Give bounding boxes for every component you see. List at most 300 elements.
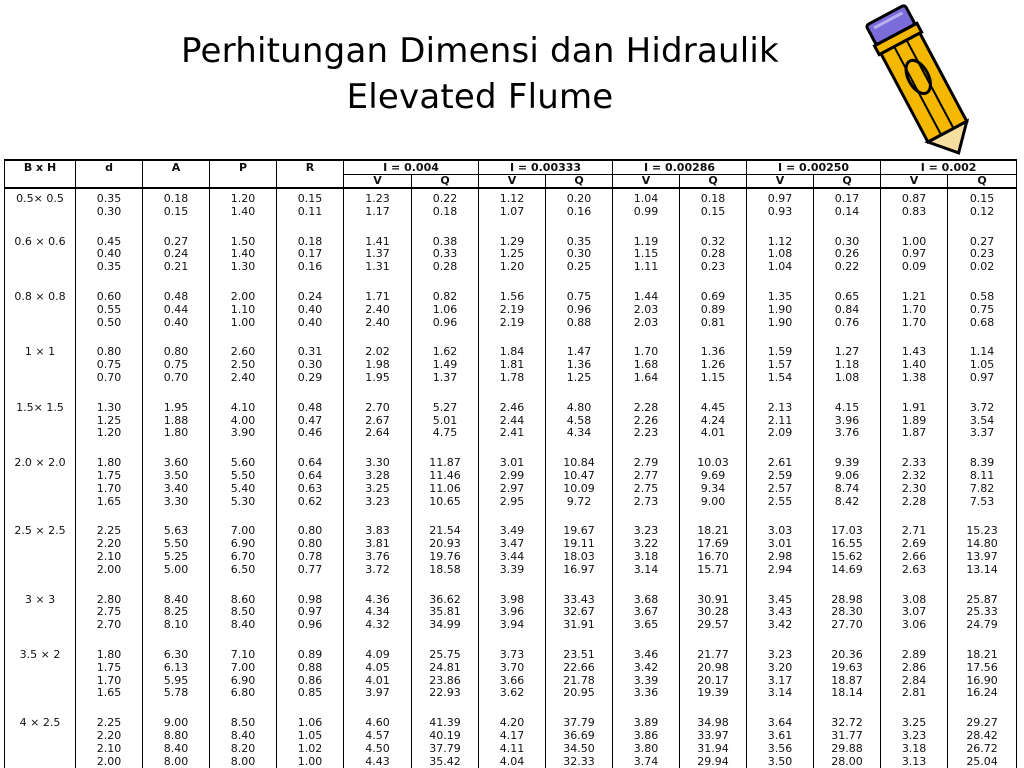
table-cell-value: 20.95 [563, 686, 595, 700]
header-q: Q [546, 175, 613, 189]
spacer-cell [210, 385, 277, 398]
spacer-cell [344, 577, 412, 590]
spacer-cell [881, 329, 948, 342]
spacer-cell [76, 274, 143, 287]
cell-v [479, 287, 546, 329]
cell-q [680, 521, 747, 576]
cell-q [680, 342, 747, 384]
table-cell-value: 28.00 [831, 754, 863, 768]
spacer-cell [5, 577, 76, 590]
spacer-cell [277, 274, 344, 287]
table-cell-value: 6.80 [230, 686, 256, 700]
spacer-cell [881, 274, 948, 287]
cell-d [76, 287, 143, 329]
spacer-cell [479, 274, 546, 287]
table-cell-value: 2.50 [230, 358, 256, 372]
spacer-cell [412, 385, 479, 398]
spacer-cell [412, 274, 479, 287]
spacer-cell [814, 385, 881, 398]
cell-a [143, 287, 210, 329]
spacer-cell [479, 508, 546, 521]
table-cell-value: 1.20 [96, 426, 122, 440]
cell-v [881, 232, 948, 274]
cell-v [613, 188, 680, 219]
cell-q [948, 713, 1017, 768]
cell-r [277, 188, 344, 219]
row-dimension-label: 1.5× 1.5 [5, 398, 76, 440]
table-cell-value: 8.00 [230, 754, 256, 768]
table-cell-value: 0.58 [969, 289, 995, 303]
header-slope-group: I = 0.00333 [479, 160, 613, 175]
spacer-cell [5, 385, 76, 398]
cell-q [814, 645, 881, 700]
table-cell-value: 2.70 [96, 618, 122, 632]
table-cell-value: 5.50 [230, 468, 256, 482]
table-cell-value: 0.18 [432, 204, 458, 218]
cell-v [344, 287, 412, 329]
table-cell-value: 3.30 [163, 494, 189, 508]
row-spacer [5, 329, 1017, 342]
cell-v [344, 232, 412, 274]
spacer-cell [881, 219, 948, 232]
table-cell-value: 1.35 [767, 289, 793, 303]
table-cell-value: 2.25 [96, 716, 122, 730]
cell-q [680, 645, 747, 700]
table-cell-value: 0.30 [566, 247, 592, 261]
header-q: Q [814, 175, 881, 189]
table-cell-value: 1.06 [432, 302, 458, 316]
table-cell-value: 1.54 [767, 370, 793, 384]
table-cell-value: 18.03 [563, 549, 595, 563]
table-cell-value: 1.89 [901, 413, 927, 427]
table-cell-value: 22.66 [563, 660, 595, 674]
table-cell-value: 1.20 [499, 260, 525, 274]
table-cell-value: 0.40 [96, 247, 122, 261]
table-cell-value: 21.77 [697, 647, 729, 661]
table-cell-value: 3.81 [365, 537, 390, 551]
cell-q [412, 713, 479, 768]
spacer-cell [210, 274, 277, 287]
cell-a [143, 398, 210, 440]
table-cell-value: 18.21 [966, 647, 998, 661]
spacer-cell [680, 329, 747, 342]
cell-v [613, 521, 680, 576]
table-cell-value: 1.57 [767, 358, 793, 372]
header-v: V [613, 175, 680, 189]
cell-v [479, 521, 546, 576]
spacer-cell [277, 440, 344, 453]
spacer-cell [747, 219, 814, 232]
table-cell-value: 5.78 [163, 686, 189, 700]
table-cell-value: 26.72 [966, 741, 998, 755]
spacer-cell [76, 508, 143, 521]
spacer-cell [680, 632, 747, 645]
cell-v [479, 453, 546, 508]
table-cell-value: 2.55 [767, 494, 793, 508]
cell-v [747, 521, 814, 576]
table-cell-value: 0.96 [297, 618, 323, 632]
header-slope-group: I = 0.00250 [747, 160, 881, 175]
table-cell-value: 34.99 [429, 618, 461, 632]
table-cell-value: 1.04 [767, 260, 793, 274]
table-cell-value: 1.20 [230, 192, 256, 205]
table-cell-value: 28.42 [966, 728, 998, 742]
table-cell-value: 1.27 [834, 345, 860, 359]
cell-v [747, 398, 814, 440]
cell-v [344, 590, 412, 632]
spacer-cell [277, 632, 344, 645]
table-cell-value: 6.30 [163, 647, 189, 661]
table-cell-value: 1.65 [96, 494, 122, 508]
table-cell-value: 7.00 [230, 660, 256, 674]
spacer-cell [948, 508, 1017, 521]
table-cell-value: 0.30 [834, 234, 860, 248]
cell-q [546, 342, 613, 384]
table-cell-value: 1.75 [96, 468, 122, 482]
table-cell-value: 1.12 [499, 192, 525, 205]
table-cell-value: 34.98 [697, 716, 729, 730]
table-cell-value: 0.75 [96, 358, 122, 372]
table-cell-value: 1.95 [163, 400, 189, 414]
cell-v [881, 342, 948, 384]
table-cell-value: 0.30 [297, 358, 323, 372]
spacer-cell [747, 700, 814, 713]
table-cell-value: 1.21 [901, 289, 927, 303]
spacer-cell [210, 700, 277, 713]
table-cell-value: 3.83 [365, 524, 390, 538]
cell-q [680, 398, 747, 440]
table-cell-value: 2.67 [365, 413, 390, 427]
table-cell-value: 1.02 [297, 741, 323, 755]
table-cell-value: 2.19 [499, 302, 525, 316]
table-cell-value: 2.26 [633, 413, 659, 427]
row-spacer [5, 700, 1017, 713]
table-cell-value: 0.29 [297, 370, 323, 384]
spacer-cell [143, 440, 210, 453]
cell-v [344, 398, 412, 440]
table-cell-value: 8.39 [969, 456, 995, 470]
spacer-cell [613, 329, 680, 342]
table-cell-value: 6.50 [230, 562, 256, 576]
table-cell-value: 0.32 [700, 234, 726, 248]
spacer-cell [479, 700, 546, 713]
spacer-cell [76, 440, 143, 453]
table-cell-value: 33.43 [563, 592, 595, 606]
spacer-cell [344, 219, 412, 232]
cell-q [412, 287, 479, 329]
cell-v [479, 232, 546, 274]
table-cell-value: 0.46 [297, 426, 323, 440]
table-cell-value: 20.17 [697, 673, 729, 687]
table-cell-value: 3.20 [767, 660, 793, 674]
cell-v [344, 713, 412, 768]
spacer-cell [613, 577, 680, 590]
table-cell-value: 3.18 [633, 549, 659, 563]
cell-q [546, 645, 613, 700]
table-cell-value: 25.04 [966, 754, 998, 768]
spacer-cell [814, 632, 881, 645]
table-cell-value: 32.67 [563, 605, 595, 619]
spacer-cell [747, 577, 814, 590]
table-cell-value: 2.70 [365, 400, 390, 414]
cell-v [479, 590, 546, 632]
spacer-cell [546, 577, 613, 590]
table-cell-value: 36.62 [429, 592, 461, 606]
cell-p [210, 453, 277, 508]
table-cell-value: 3.97 [365, 686, 390, 700]
table-cell-value: 3.23 [633, 524, 659, 538]
table-cell-value: 3.14 [633, 562, 659, 576]
table-cell-value: 1.00 [901, 234, 927, 248]
spacer-cell [680, 577, 747, 590]
table-cell-value: 0.50 [96, 315, 122, 329]
table-cell-value: 30.28 [697, 605, 729, 619]
table-cell-value: 10.47 [563, 468, 595, 482]
table-cell-value: 0.89 [297, 647, 323, 661]
table-cell-value: 10.03 [697, 456, 729, 470]
cell-q [814, 232, 881, 274]
table-cell-value: 3.94 [499, 618, 525, 632]
table-cell-value: 9.00 [700, 494, 726, 508]
cell-q [814, 590, 881, 632]
spacer-cell [680, 700, 747, 713]
spacer-cell [680, 385, 747, 398]
cell-q [412, 232, 479, 274]
header-d: d [76, 160, 143, 188]
spacer-cell [881, 508, 948, 521]
cell-v [613, 398, 680, 440]
spacer-cell [747, 632, 814, 645]
spacer-cell [76, 632, 143, 645]
spacer-cell [76, 329, 143, 342]
table-cell-value: 7.00 [230, 524, 256, 538]
table-cell-value: 8.40 [230, 728, 256, 742]
header-q: Q [680, 175, 747, 189]
cell-v [881, 398, 948, 440]
spacer-cell [277, 219, 344, 232]
table-cell-value: 3.86 [633, 728, 659, 742]
cell-q [546, 521, 613, 576]
table-cell-value: 0.70 [96, 370, 122, 384]
table-cell-value: 1.00 [297, 754, 323, 768]
table-cell-value: 4.43 [365, 754, 390, 768]
cell-q [412, 342, 479, 384]
spacer-cell [747, 329, 814, 342]
spacer-cell [613, 385, 680, 398]
spacer-cell [412, 508, 479, 521]
table-cell-value: 2.64 [365, 426, 390, 440]
table-cell-value: 2.77 [633, 468, 659, 482]
table-cell-value: 0.18 [700, 192, 726, 205]
table-cell-value: 2.19 [499, 315, 525, 329]
table-cell-value: 1.65 [96, 686, 122, 700]
cell-v [747, 287, 814, 329]
table-cell-value: 0.55 [96, 302, 122, 316]
table-cell-value: 2.40 [365, 315, 390, 329]
row-dimension-label: 2.0 × 2.0 [5, 453, 76, 508]
table-cell-value: 3.08 [901, 592, 927, 606]
table-row [5, 232, 1017, 274]
cell-q [948, 287, 1017, 329]
cell-d [76, 232, 143, 274]
table-cell-value: 16.24 [966, 686, 998, 700]
table-cell-value: 5.63 [163, 524, 189, 538]
table-cell-value: 18.58 [429, 562, 461, 576]
cell-p [210, 188, 277, 219]
spacer-cell [814, 440, 881, 453]
table-cell-value: 2.25 [96, 524, 122, 538]
spacer-cell [814, 274, 881, 287]
table-cell-value: 9.34 [700, 481, 726, 495]
spacer-cell [143, 577, 210, 590]
header-slope-group: I = 0.002 [881, 160, 1017, 175]
cell-d [76, 590, 143, 632]
table-cell-value: 3.96 [834, 413, 860, 427]
table-cell-value: 0.15 [297, 192, 323, 205]
spacer-cell [143, 385, 210, 398]
cell-r [277, 398, 344, 440]
spacer-cell [277, 385, 344, 398]
spacer-cell [412, 632, 479, 645]
table-cell-value: 0.25 [566, 260, 592, 274]
cell-q [948, 398, 1017, 440]
header-v: V [344, 175, 412, 189]
cell-a [143, 342, 210, 384]
cell-d [76, 645, 143, 700]
spacer-cell [613, 508, 680, 521]
table-cell-value: 3.22 [633, 537, 659, 551]
spacer-cell [412, 440, 479, 453]
table-cell-value: 19.39 [697, 686, 729, 700]
table-cell-value: 8.20 [230, 741, 256, 755]
table-cell-value: 2.00 [230, 289, 256, 303]
table-cell-value: 24.79 [966, 618, 998, 632]
cell-q [948, 453, 1017, 508]
table-cell-value: 4.80 [566, 400, 592, 414]
table-cell-value: 5.40 [230, 481, 256, 495]
table-cell-value: 3.49 [499, 524, 525, 538]
table-cell-value: 1.56 [499, 289, 525, 303]
table-cell-value: 3.36 [633, 686, 659, 700]
table-cell-value: 0.26 [834, 247, 860, 261]
spacer-cell [277, 577, 344, 590]
cell-a [143, 645, 210, 700]
cell-q [412, 188, 479, 219]
table-cell-value: 4.10 [230, 400, 256, 414]
table-cell-value: 1.25 [499, 247, 525, 261]
table-cell-value: 0.23 [969, 247, 995, 261]
table-cell-value: 0.65 [834, 289, 860, 303]
table-cell-value: 0.97 [767, 192, 793, 205]
table-cell-value: 2.99 [499, 468, 525, 482]
table-cell-value: 1.70 [901, 302, 927, 316]
cell-r [277, 713, 344, 768]
table-cell-value: 0.40 [297, 315, 323, 329]
table-cell-value: 1.80 [96, 647, 122, 661]
table-cell-value: 1.40 [230, 204, 256, 218]
spacer-cell [479, 440, 546, 453]
table-cell-value: 1.05 [297, 728, 323, 742]
spacer-cell [412, 577, 479, 590]
table-cell-value: 3.98 [499, 592, 525, 606]
table-cell-value: 5.01 [432, 413, 458, 427]
table-cell-value: 0.93 [767, 204, 793, 218]
table-cell-value: 4.34 [365, 605, 390, 619]
table-cell-value: 3.66 [499, 673, 525, 687]
table-cell-value: 1.43 [901, 345, 927, 359]
table-cell-value: 25.87 [966, 592, 998, 606]
table-cell-value: 0.64 [297, 468, 323, 482]
row-dimension-label: 3 × 3 [5, 590, 76, 632]
table-cell-value: 1.14 [969, 345, 995, 359]
table-cell-value: 0.75 [566, 289, 592, 303]
table-cell-value: 8.50 [230, 716, 256, 730]
table-cell-value: 1.49 [432, 358, 458, 372]
table-cell-value: 8.80 [163, 728, 189, 742]
table-cell-value: 1.84 [499, 345, 525, 359]
cell-v [881, 713, 948, 768]
table-cell-value: 0.76 [834, 315, 860, 329]
table-cell-value: 0.86 [297, 673, 323, 687]
table-cell-value: 1.80 [96, 456, 122, 470]
table-cell-value: 9.72 [566, 494, 592, 508]
cell-v [479, 713, 546, 768]
table-cell-value: 4.04 [499, 754, 525, 768]
table-cell-value: 35.81 [429, 605, 461, 619]
table-cell-value: 0.84 [834, 302, 860, 316]
cell-v [881, 453, 948, 508]
cell-v [747, 342, 814, 384]
table-cell-value: 3.50 [163, 468, 189, 482]
cell-d [76, 398, 143, 440]
cell-q [546, 713, 613, 768]
cell-p [210, 398, 277, 440]
table-cell-value: 16.70 [697, 549, 729, 563]
cell-d [76, 188, 143, 219]
header-r: R [277, 160, 344, 188]
table-cell-value: 4.09 [365, 647, 390, 661]
spacer-cell [277, 329, 344, 342]
table-cell-value: 5.27 [432, 400, 458, 414]
table-cell-value: 3.76 [365, 549, 390, 563]
slide-title-line-2: Elevated Flume [346, 77, 614, 117]
spacer-cell [143, 508, 210, 521]
cell-q [948, 188, 1017, 219]
cell-q [412, 521, 479, 576]
table-cell-value: 17.03 [831, 524, 863, 538]
table-cell-value: 1.90 [767, 315, 793, 329]
header-a: A [143, 160, 210, 188]
table-cell-value: 41.39 [429, 716, 461, 730]
table-cell-value: 23.86 [429, 673, 461, 687]
spacer-cell [277, 700, 344, 713]
table-cell-value: 1.62 [432, 345, 458, 359]
table-cell-value: 2.11 [767, 413, 793, 427]
cell-q [814, 453, 881, 508]
table-cell-value: 0.22 [834, 260, 860, 274]
table-cell-value: 4.11 [499, 741, 525, 755]
table-cell-value: 3.46 [633, 647, 659, 661]
table-cell-value: 0.69 [700, 289, 726, 303]
cell-q [948, 232, 1017, 274]
table-cell-value: 19.63 [831, 660, 863, 674]
table-cell-value: 4.34 [566, 426, 592, 440]
table-cell-value: 2.23 [633, 426, 659, 440]
spacer-cell [76, 700, 143, 713]
table-cell-value: 1.08 [767, 247, 793, 261]
table-cell-value: 25.33 [966, 605, 998, 619]
table-cell-value: 0.40 [297, 302, 323, 316]
